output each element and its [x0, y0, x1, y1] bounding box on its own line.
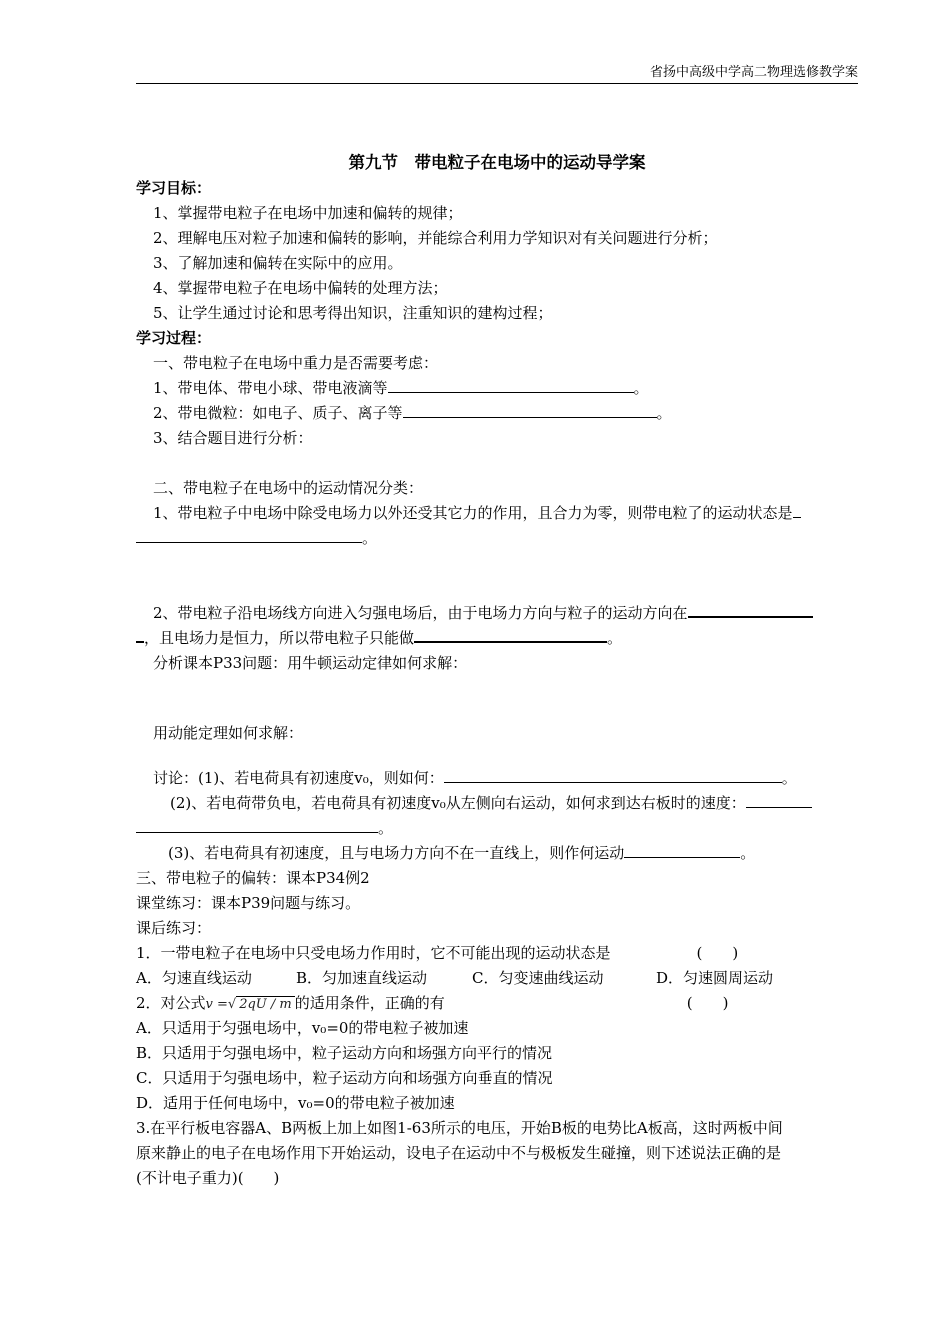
page-title: 第九节 带电粒子在电场中的运动导学案: [348, 153, 646, 172]
section-2-question-1: 1、带电粒子中电场中除受电场力以外还受其它力的作用，且合力为零，则带电粒了的运动状态是: [136, 501, 858, 526]
option-c[interactable]: C．匀变速曲线运动: [472, 969, 604, 987]
discussion-3: (3)、若电荷具有初速度，且与电场力方向不在一直线上，则作何运动 。: [168, 844, 756, 862]
answer-blank[interactable]: [403, 403, 657, 418]
answer-blank[interactable]: [136, 627, 144, 643]
answer-blank[interactable]: [793, 503, 801, 518]
section-1-question-3: 3、结合题目进行分析：: [153, 429, 313, 447]
discussion-1: 讨论：(1)、若电荷具有初速度v₀，则如何： 。: [153, 769, 797, 787]
answer-blank[interactable]: [414, 627, 607, 643]
section-2-title: 二、带电粒子在电场中的运动情况分类：: [153, 479, 424, 497]
option-a[interactable]: A．只适用于匀强电场中，v₀=0的带电粒子被加速: [136, 1019, 469, 1037]
answer-blank[interactable]: [746, 793, 812, 808]
answer-blank[interactable]: [136, 528, 362, 543]
discussion-2: (2)、若电荷带负电，若电荷具有初速度v₀从左侧向右运动，如何求到达右板时的速度：: [136, 791, 858, 816]
answer-blank[interactable]: [688, 602, 813, 618]
goals-heading: 学习目标：: [136, 179, 212, 197]
option-a[interactable]: A．匀速直线运动: [136, 969, 252, 987]
section-3-title: 三、带电粒子的偏转：课本P34例2: [136, 869, 370, 887]
option-b[interactable]: B．只适用于匀强电场中，粒子运动方向和场强方向平行的情况: [136, 1044, 553, 1062]
exercise-1: 1．一带电粒子在电场中只受电场力作用时，它不可能出现的运动状态是 ( ): [136, 944, 739, 962]
document-body: [136, 150, 858, 1191]
option-b[interactable]: B．匀加速直线运动: [296, 969, 428, 987]
exercise-3-line-2: 原来静止的电子在电场作用下开始运动，设电子在运动中不与极板发生碰撞，则下述说法正确的是: [136, 1144, 782, 1162]
class-practice: 课堂练习：课本P39问题与练习。: [136, 894, 361, 912]
exercise-3-line-1: 3.在平行板电容器A、B两板上加上如图1-63所示的电压，开始B板的电势比A板高，这时两板中间: [136, 1119, 783, 1137]
page-header: 省扬中高级中学高二物理选修教学案: [649, 65, 858, 80]
exercise-3-line-3: (不计电子重力)( ): [136, 1169, 280, 1187]
energy-prompt: 用动能定理如何求解：: [153, 724, 304, 742]
header-rule: [136, 83, 858, 84]
exercise-1-options: [136, 966, 858, 991]
goal-item: 5、让学生通过讨论和思考得出知识，注重知识的建构过程；: [153, 304, 553, 322]
answer-blank[interactable]: [444, 768, 782, 783]
section-2-question-1-cont: 。: [136, 526, 858, 551]
option-c[interactable]: C．只适用于匀强电场中，粒子运动方向和场强方向垂直的情况: [136, 1069, 553, 1087]
option-d[interactable]: D．匀速圆周运动: [656, 969, 774, 987]
section-2-question-2: 2、带电粒子沿电场线方向进入匀强电场后，由于电场力方向与粒子的运动方向在: [136, 601, 858, 626]
goal-item: 4、掌握带电粒子在电场中偏转的处理方法；: [153, 279, 448, 297]
answer-blank[interactable]: [624, 843, 740, 858]
answer-blank[interactable]: [388, 378, 634, 393]
section-2-question-2-cont: ，且电场力是恒力，所以带电粒子只能做 。: [136, 626, 858, 651]
section-1-question-2: 2、带电微粒：如电子、质子、离子等 。: [153, 404, 672, 422]
goal-item: 1、掌握带电粒子在电场中加速和偏转的规律；: [153, 204, 463, 222]
option-d[interactable]: D．适用于任何电场中，v₀=0的带电粒子被加速: [136, 1094, 455, 1112]
analyze-prompt: 分析课本P33问题：用牛顿运动定律如何求解：: [153, 654, 468, 672]
sqrt-icon: √: [227, 997, 237, 1012]
section-1-title: 一、带电粒子在电场中重力是否需要考虑：: [153, 354, 439, 372]
exercise-2: 2．对公式v =√ 2qU / m 的适用条件，正确的有 ( ): [136, 994, 729, 1012]
after-practice: 课后练习：: [136, 919, 212, 937]
discussion-2-cont: 。: [136, 816, 858, 841]
goal-item: 3、了解加速和偏转在实际中的应用。: [153, 254, 403, 272]
goal-item: 2、理解电压对粒子加速和偏转的影响，并能综合利用力学知识对有关问题进行分析；: [153, 229, 718, 247]
answer-blank[interactable]: [136, 818, 378, 833]
section-1-question-1: 1、带电体、带电小球、带电液滴等 。: [153, 379, 649, 397]
formula: v =√ 2qU / m: [206, 997, 295, 1012]
process-heading: 学习过程：: [136, 329, 212, 347]
